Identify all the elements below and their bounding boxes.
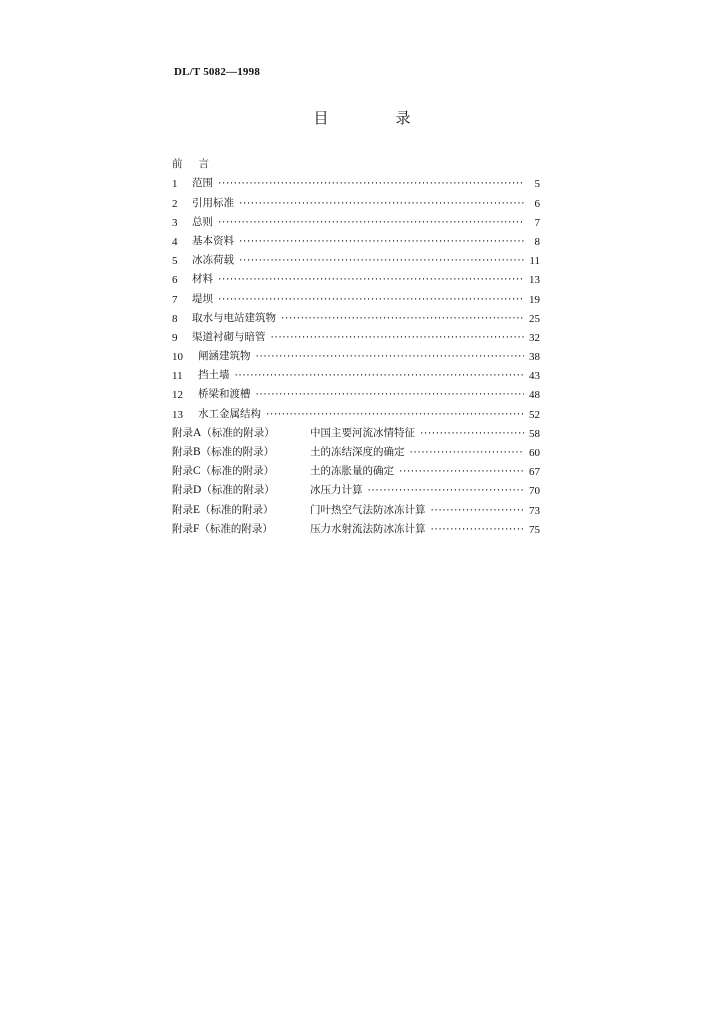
page-number: 6 <box>534 197 540 210</box>
dot-leader <box>217 294 524 306</box>
dot-leader <box>217 178 524 190</box>
appendix-tag <box>172 482 310 497</box>
dot-leader <box>217 217 524 229</box>
entry-number: 5 <box>172 255 178 268</box>
appendix-note: （标准的附录） <box>199 522 273 535</box>
dot-leader <box>409 447 525 459</box>
dot-leader <box>238 255 524 267</box>
toc-preface[interactable] <box>172 152 540 171</box>
dot-leader <box>270 332 525 344</box>
appendix-note: （标准的附录） <box>200 465 275 478</box>
entry-number: 3 <box>172 216 178 229</box>
appendix-title: 中国主要河流冰情特征 <box>310 426 415 439</box>
page-number: 43 <box>529 370 540 383</box>
appendix-letter: F <box>193 522 200 535</box>
dot-leader <box>367 485 525 497</box>
entry-number: 10 <box>172 351 183 364</box>
page-number: 32 <box>529 331 540 344</box>
dot-leader <box>419 428 524 440</box>
entry-title: 基本资料 <box>192 234 234 247</box>
entry-number: 13 <box>172 408 183 421</box>
page-number: 52 <box>529 408 540 421</box>
entry-title: 范围 <box>192 177 213 190</box>
entry-number: 9 <box>172 331 178 344</box>
appendix-letter: E <box>193 503 201 516</box>
entry-title: 取水与电站建筑物 <box>192 311 276 324</box>
toc-entry[interactable] <box>172 401 540 420</box>
appendix-note: （标准的附录） <box>201 426 275 439</box>
page-number: 70 <box>529 485 540 498</box>
page-number: 73 <box>529 504 540 517</box>
dot-leader <box>430 505 525 517</box>
entry-title: 渠道衬砌与暗管 <box>192 330 266 343</box>
dot-leader <box>398 466 524 478</box>
appendix-title: 压力水射流法防冰冻计算 <box>310 522 426 535</box>
appendix-tag <box>172 521 310 536</box>
entry-number: 7 <box>172 293 178 306</box>
page-title: 目 录 <box>313 109 437 127</box>
document-code: DL/T 5082—1998 <box>174 66 261 78</box>
toc-entry[interactable] <box>172 171 540 190</box>
toc-entry[interactable] <box>172 190 540 209</box>
entry-title: 堤坝 <box>192 292 213 305</box>
toc-appendix-entry[interactable] <box>172 440 540 459</box>
entry-title: 冰冻荷载 <box>192 254 234 267</box>
appendix-title: 门叶热空气法防冰冻计算 <box>310 503 426 516</box>
appendix-title: 土的冻结深度的确定 <box>310 446 405 458</box>
page-number: 67 <box>529 466 540 479</box>
toc-entry[interactable] <box>172 325 540 344</box>
appendix-prefix: 附录 <box>172 484 193 497</box>
appendix-prefix: 附录 <box>172 522 193 535</box>
page-number: 48 <box>529 389 540 402</box>
entry-title: 引用标准 <box>192 196 234 209</box>
page-number: 58 <box>529 427 540 440</box>
appendix-note: （标准的附录） <box>200 446 275 458</box>
dot-leader <box>280 313 524 325</box>
page-number: 19 <box>529 293 540 306</box>
page-number: 8 <box>534 235 540 248</box>
entry-number: 11 <box>172 370 183 383</box>
appendix-prefix: 附录 <box>172 503 193 516</box>
entry-number: 12 <box>172 389 183 402</box>
page-number: 38 <box>529 351 540 364</box>
toc-entry[interactable] <box>172 286 540 305</box>
appendix-letter: B <box>193 446 201 458</box>
appendix-prefix: 附录 <box>172 465 193 478</box>
appendix-letter: C <box>193 465 201 478</box>
toc-entry[interactable] <box>172 210 540 229</box>
entry-number: 6 <box>172 274 178 287</box>
entry-number: 2 <box>172 197 178 210</box>
toc-entry[interactable] <box>172 344 540 363</box>
entry-title: 闸涵建筑物 <box>198 350 251 363</box>
toc-entry[interactable] <box>172 267 540 286</box>
page-number: 60 <box>529 447 540 459</box>
appendix-title: 冰压力计算 <box>310 484 363 497</box>
appendix-letter: D <box>193 484 202 497</box>
entry-title: 桥梁和渡槽 <box>198 388 251 401</box>
toc-appendices <box>172 421 540 536</box>
dot-leader <box>238 198 524 210</box>
entry-number: 8 <box>172 312 178 325</box>
appendix-prefix: 附录 <box>172 426 193 439</box>
appendix-tag <box>172 463 310 478</box>
toc-appendix-entry[interactable] <box>172 421 540 440</box>
appendix-tag <box>172 444 310 459</box>
toc-appendix-entry[interactable] <box>172 517 540 536</box>
appendix-tag <box>172 425 310 440</box>
toc-items <box>172 171 540 420</box>
appendix-title: 土的冻胀量的确定 <box>310 465 394 478</box>
entry-title: 总则 <box>192 215 213 228</box>
toc-entry[interactable] <box>172 306 540 325</box>
toc-entry[interactable] <box>172 363 540 382</box>
dot-leader <box>430 524 525 536</box>
toc-appendix-entry[interactable] <box>172 497 540 516</box>
appendix-prefix: 附录 <box>172 446 193 458</box>
entry-number: 1 <box>172 178 178 191</box>
toc-entry[interactable] <box>172 248 540 267</box>
page-number: 75 <box>529 523 540 536</box>
preface-label: 前言 <box>172 158 225 171</box>
entry-title: 水工金属结构 <box>198 407 261 420</box>
entry-number: 4 <box>172 235 178 248</box>
dot-leader <box>234 370 525 382</box>
dot-leader <box>255 351 525 363</box>
toc-entry[interactable] <box>172 382 540 401</box>
toc-entry[interactable] <box>172 229 540 248</box>
appendix-note: （标准的附录） <box>200 503 274 516</box>
page-number: 7 <box>534 216 540 229</box>
appendix-tag <box>172 502 310 517</box>
page-number: 13 <box>529 274 540 287</box>
page-number: 11 <box>529 255 540 268</box>
appendix-note: （标准的附录） <box>201 484 275 497</box>
page-number: 25 <box>529 312 540 325</box>
page-number: 5 <box>534 178 540 191</box>
dot-leader <box>238 236 524 248</box>
entry-title: 材料 <box>192 273 213 286</box>
dot-leader <box>265 409 524 421</box>
dot-leader <box>255 389 525 401</box>
appendix-letter: A <box>193 426 202 439</box>
table-of-contents <box>172 152 540 536</box>
entry-title: 挡土墙 <box>198 369 230 382</box>
dot-leader <box>217 274 524 286</box>
toc-appendix-entry[interactable] <box>172 478 540 497</box>
toc-appendix-entry[interactable] <box>172 459 540 478</box>
